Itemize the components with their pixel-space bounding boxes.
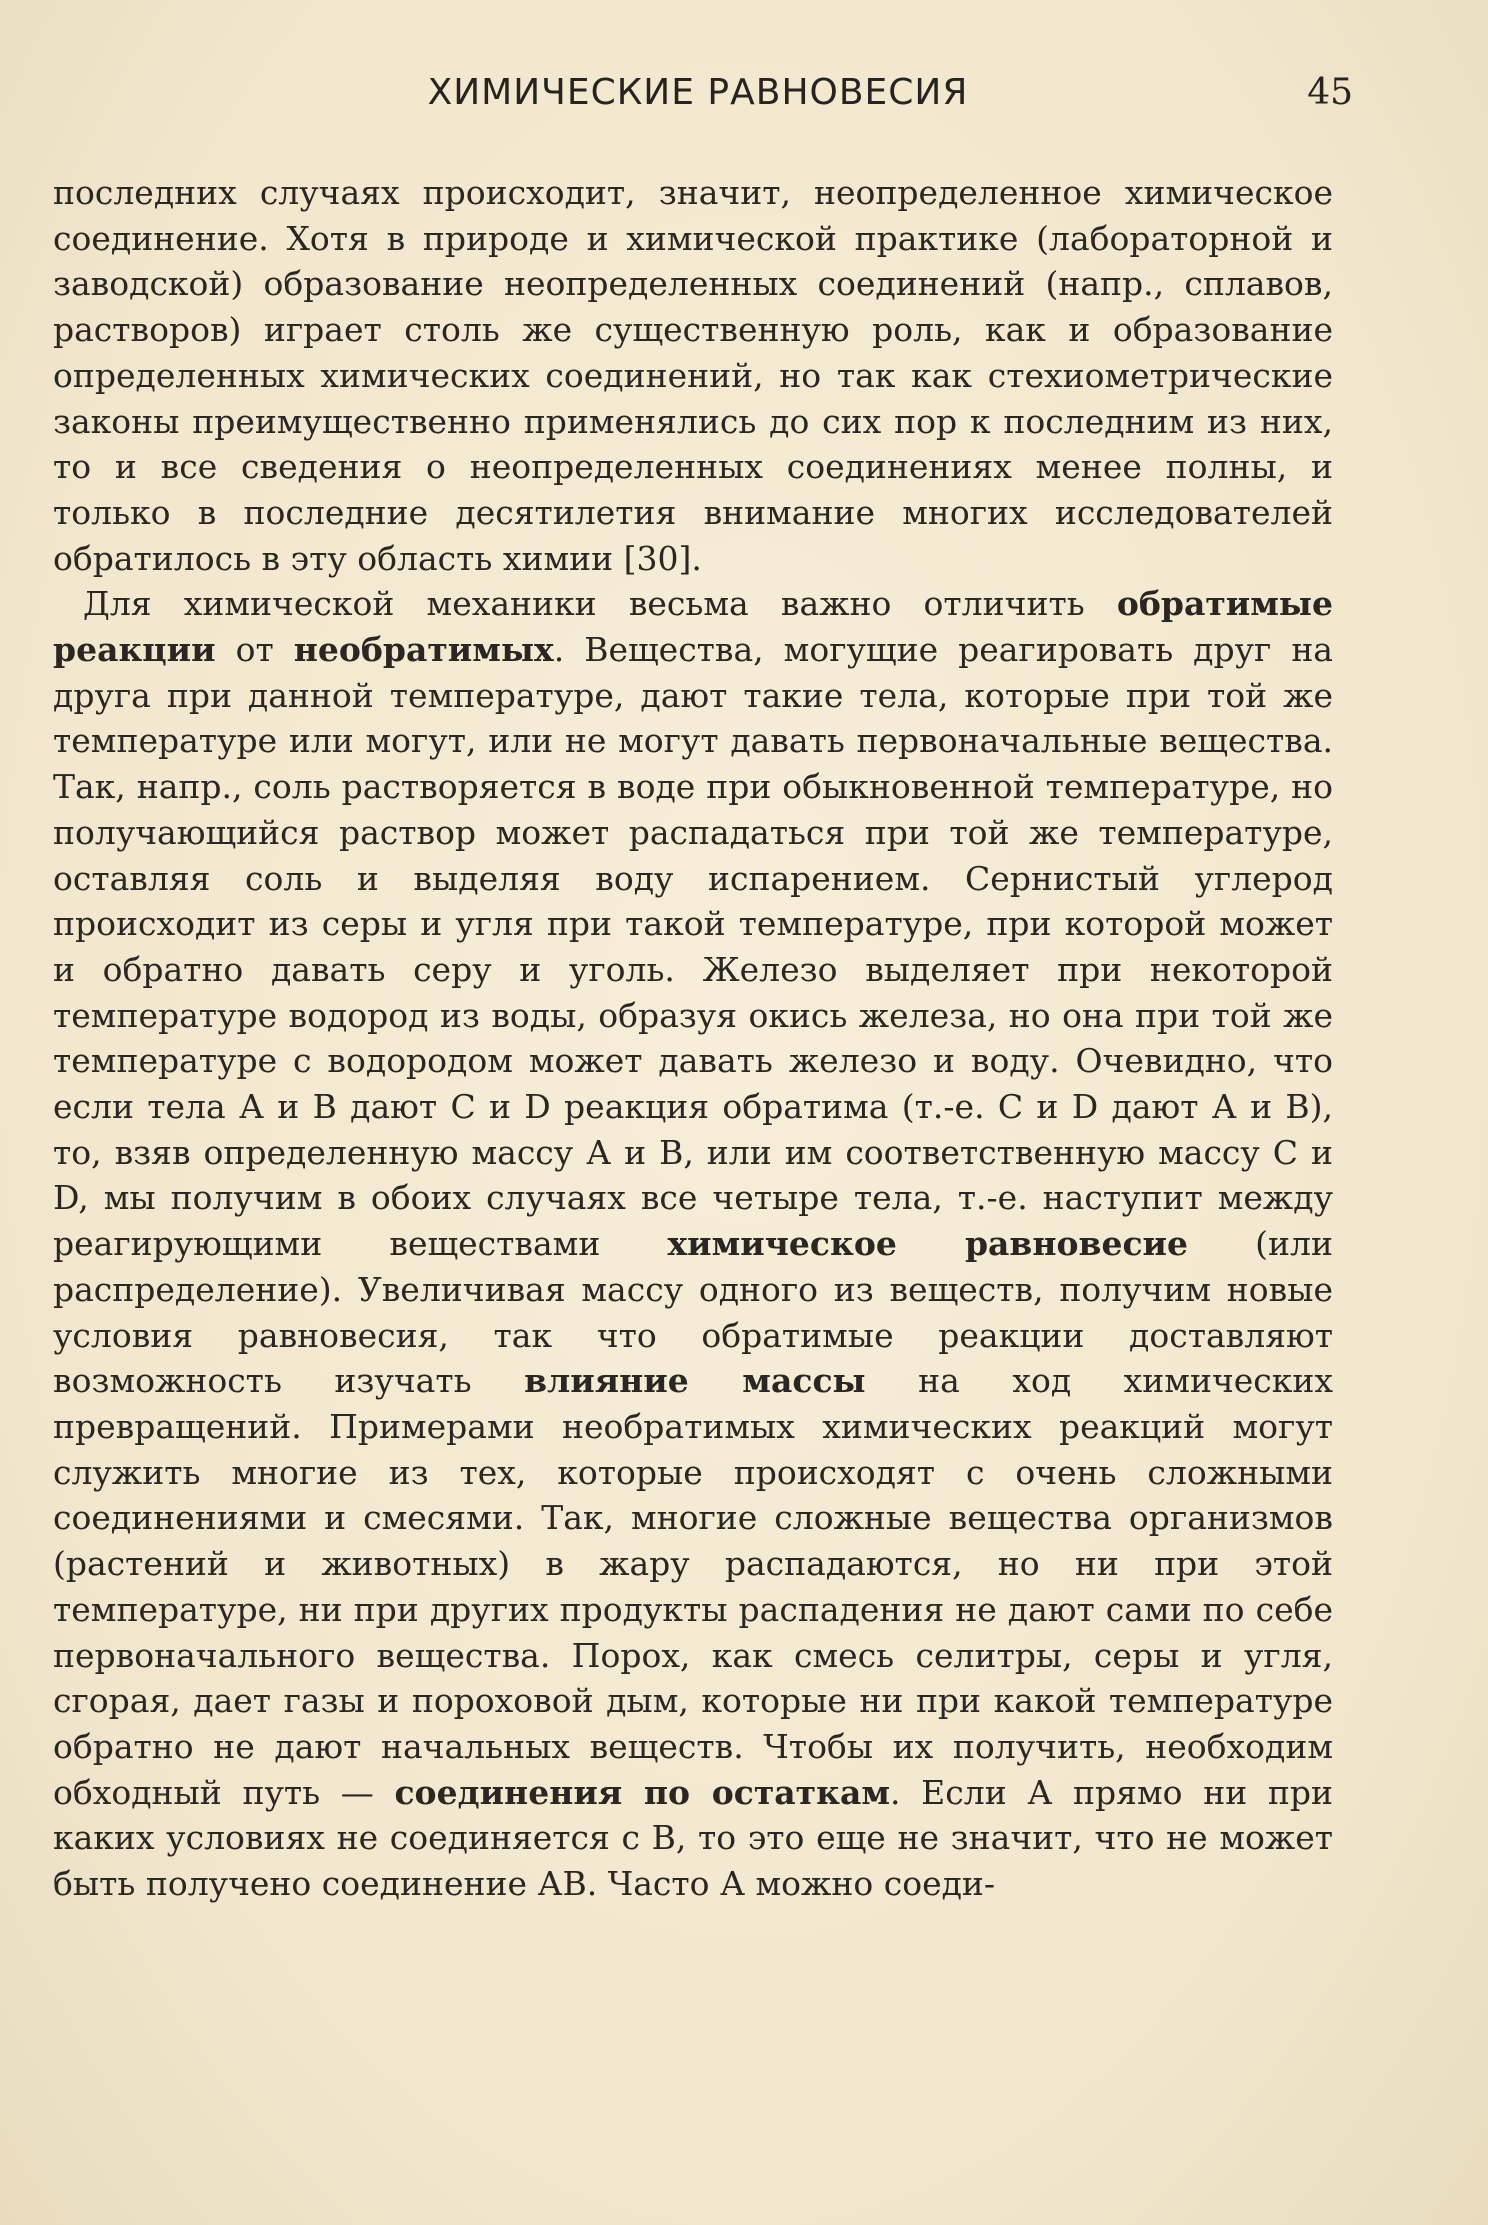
text-run: от (215, 630, 294, 670)
paragraph-1 (53, 170, 1333, 581)
text-run: . Вещества, могущие реагировать друг на друга при данной температуре, дают такие тела, которые при той же температуре или могут, или не могут давать первоначальные вещества. Так, напр., соль растворяется в воде при обыкновенной температуре, но получающийся раствор может распадаться при той же температуре, оставляя соль и выделяя воду испарением. Сернистый углерод происходит из серы и угля при такой температуре, при которой может и обратно давать серу и уголь. Железо выделяет при некоторой температуре водород из воды, образуя окись железа, но она при той же температуре с водородом может давать железо и воду. Очевидно, что если тела А и В дают С и D реакция обратима (т.-е. С и D дают А и В), то, взяв определенную массу А и В, или им соответственную массу С и D, мы получим в обоих случаях все четыре тела, т.-е. наступит между реагирующими веществами (53, 630, 1333, 1264)
paragraph-2 (53, 581, 1333, 1906)
term-mass-influence: влияние массы (524, 1361, 866, 1401)
text-run: Для химической механики весьма важно отличить (83, 584, 1117, 624)
term-reversible-reactions: обратимые реакции (53, 584, 1333, 670)
term-residue-compounds: соединения по остаткам (394, 1772, 890, 1812)
text-run: на ход химических превращений. Примерами необратимых химических реакций могут служить многие из тех, которые происходят с очень сложными соединениями и смесями. Так, многие сложные вещества организмов (растений и животных) в жару распадаются, но ни при этой температуре, ни при других продукты распадения не дают сами по себе первоначального вещества. Порох, как смесь селитры, серы и угля, сгорая, дает газы и пороховой дым, которые ни при какой температуре обратно не дают начальных веществ. Чтобы их получить, необходим обходный путь — (53, 1361, 1334, 1812)
term-irreversible: необратимых (293, 630, 554, 670)
page-header (53, 72, 1353, 132)
running-title: ХИМИЧЕСКИЕ РАВНОВЕСИЯ (427, 72, 969, 113)
body-text (53, 170, 1333, 1907)
text-run: (или распределение). Увеличивая массу одного из веществ, получим новые условия равновесия, так что обратимые реакции доставляют возможность изучать (53, 1224, 1333, 1401)
term-chemical-equilibrium: химическое равновесие (667, 1224, 1189, 1264)
text-run: последних случаях происходит, значит, неопределенное химическое соединение. Хотя в природе и химической практике (лабораторной и заводской) образование неопределенных соединений (напр., сплавов, растворов) играет столь же существенную роль, как и образование определенных химических соединений, но так как стехиометрические законы преимущественно применялись до сих пор к последним из них, то и все сведения о неопределенных соединениях менее полны, и только в последние десятилетия внимание многих исследователей обратилось в эту область химии [30]. (53, 173, 1333, 578)
text-run: . Если А прямо ни при каких условиях не соединяется с В, то это еще не значит, что не может быть получено соединение АВ. Часто А можно соеди- (53, 1772, 1333, 1904)
page-number: 45 (1307, 72, 1353, 113)
